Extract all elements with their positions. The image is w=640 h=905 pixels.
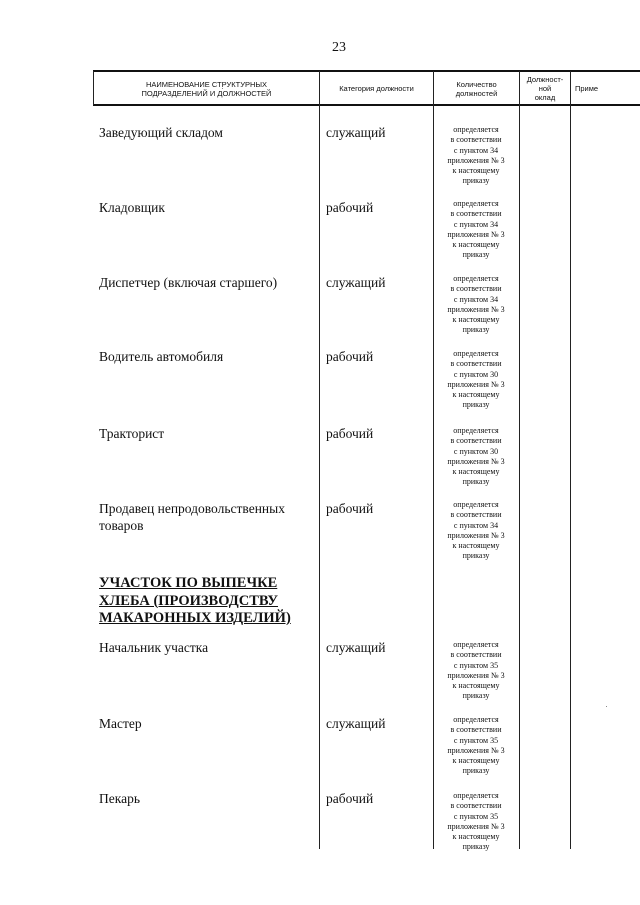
position-name: Водитель автомобиля [99,349,224,364]
position-category: служащий [326,125,386,140]
position-quantity: определяется в соответствии с пунктом 35 приложения № 3 к настоящему приказу [447,791,505,852]
position-quantity: определяется в соответствии с пунктом 35 приложения № 3 к настоящему приказу [447,715,505,776]
header-category: Категория должности [339,84,414,93]
position-name: Продавец непродовольственных товаров [99,501,285,533]
table-header-border [93,104,640,106]
header-salary: Должност- ной оклад [526,75,564,102]
position-name: Кладовщик [99,200,165,215]
page-number: 23 [332,40,346,55]
position-name: Диспетчер (включая старшего) [99,275,278,290]
table-top-border [93,70,640,72]
position-category: служащий [326,640,386,655]
position-category: рабочий [326,791,374,806]
scan-speck [606,706,607,707]
column-divider [570,71,571,849]
header-quantity: Количество должностей [455,79,498,98]
position-category: рабочий [326,200,374,215]
position-name: Пекарь [99,791,140,806]
header-note: Приме [575,84,599,93]
position-category: рабочий [326,349,374,364]
position-quantity: определяется в соответствии с пунктом 34 приложения № 3 к настоящему приказу [447,500,505,561]
position-quantity: определяется в соответствии с пунктом 34 приложения № 3 к настоящему приказу [447,199,505,260]
position-category: служащий [326,275,386,290]
position-name: Мастер [99,716,142,731]
position-name: Тракторист [99,426,165,441]
position-quantity: определяется в соответствии с пунктом 34 приложения № 3 к настоящему приказу [447,274,505,335]
header-name: НАИМЕНОВАНИЕ СТРУКТУРНЫХ ПОДРАЗДЕЛЕНИЙ И ДОЛЖНОСТЕЙ [141,79,272,98]
column-divider [319,71,320,849]
position-name: Заведующий складом [99,125,223,140]
column-divider [519,71,520,849]
position-quantity: определяется в соответствии с пунктом 30 приложения № 3 к настоящему приказу [447,426,505,487]
section-title: УЧАСТОК ПО ВЫПЕЧКЕ ХЛЕБА (ПРОИЗВОДСТВУ МАКАРОННЫХ ИЗДЕЛИЙ) [99,575,291,626]
position-category: служащий [326,716,386,731]
position-category: рабочий [326,426,374,441]
position-quantity: определяется в соответствии с пунктом 30 приложения № 3 к настоящему приказу [447,349,505,410]
position-name: Начальник участка [99,640,209,655]
position-category: рабочий [326,501,374,516]
position-quantity: определяется в соответствии с пунктом 35 приложения № 3 к настоящему приказу [447,640,505,701]
position-quantity: определяется в соответствии с пунктом 34 приложения № 3 к настоящему приказу [447,125,505,186]
